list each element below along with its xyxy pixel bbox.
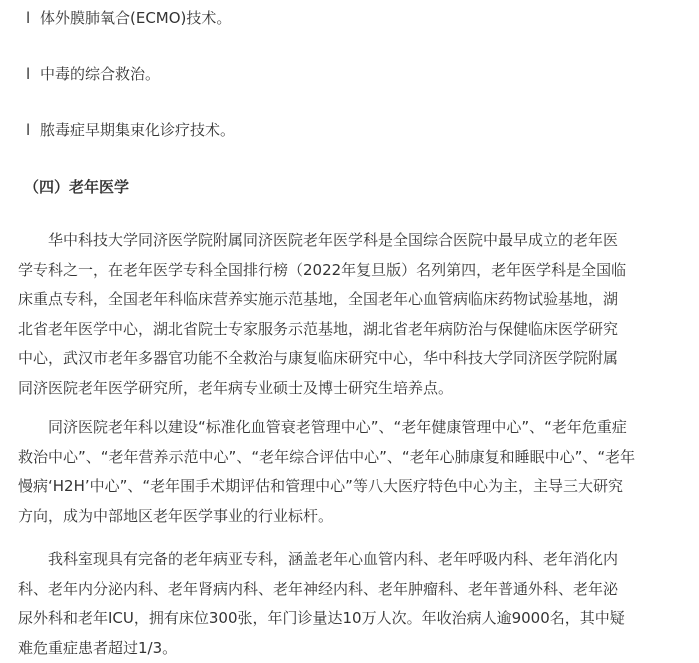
bullet-marker: l	[26, 119, 40, 141]
bullet-item	[26, 119, 235, 141]
paragraph-line: 难危重症患者超过1/3。	[18, 634, 688, 663]
bullet-marker: l	[26, 63, 40, 85]
paragraph-line: 床重点专科，全国老年科临床营养实施示范基地，全国老年心血管病临床药物试验基地，湖	[18, 285, 688, 315]
paragraph-line: 学专科之一，在老年医学专科全国排行榜（2022年复旦版）名列第四，老年医学科是全国临	[18, 256, 688, 286]
paragraph-line: 慢病‘H2H’中心”、“老年围手术期评估和管理中心”等八大医疗特色中心为主，主导三大研究	[18, 472, 688, 502]
paragraph-line: 尿外科和老年ICU，拥有床位300张，年门诊量达10万人次。年收治病人逾9000名，其中疑	[18, 604, 688, 634]
bullet-text: 体外膜肺氧合(ECMO)技术。	[40, 9, 231, 27]
paragraph-line: 我科室现具有完备的老年病亚专科，涵盖老年心血管内科、老年呼吸内科、老年消化内	[18, 545, 688, 575]
section-heading: （四）老年医学	[24, 176, 129, 198]
paragraph-line: 救治中心”、“老年营养示范中心”、“老年综合评估中心”、“老年心肺康复和睡眠中心”、“老年	[18, 443, 688, 473]
paragraph-line: 中心，武汉市老年多器官功能不全救治与康复临床研究中心，华中科技大学同济医学院附属	[18, 344, 688, 374]
bullet-item	[26, 7, 231, 29]
bullet-text: 脓毒症早期集束化诊疗技术。	[40, 121, 235, 139]
bullet-item	[26, 63, 160, 85]
paragraph	[18, 226, 688, 403]
bullet-marker: l	[26, 7, 40, 29]
bullet-text: 中毒的综合救治。	[40, 65, 160, 83]
paragraph	[18, 413, 688, 531]
paragraph-line: 同济医院老年科以建设“标准化血管衰老管理中心”、“老年健康管理中心”、“老年危重症	[18, 413, 688, 443]
paragraph-line: 同济医院老年医学研究所，老年病专业硕士及博士研究生培养点。	[18, 374, 688, 404]
paragraph-line: 华中科技大学同济医学院附属同济医院老年医学科是全国综合医院中最早成立的老年医	[18, 226, 688, 256]
paragraph-line: 方向，成为中部地区老年医学事业的行业标杆。	[18, 502, 688, 532]
paragraph-line: 北省老年医学中心，湖北省院士专家服务示范基地，湖北省老年病防治与保健临床医学研究	[18, 315, 688, 345]
paragraph-line: 科、老年内分泌内科、老年肾病内科、老年神经内科、老年肿瘤科、老年普通外科、老年泌	[18, 575, 688, 605]
paragraph	[18, 545, 688, 663]
